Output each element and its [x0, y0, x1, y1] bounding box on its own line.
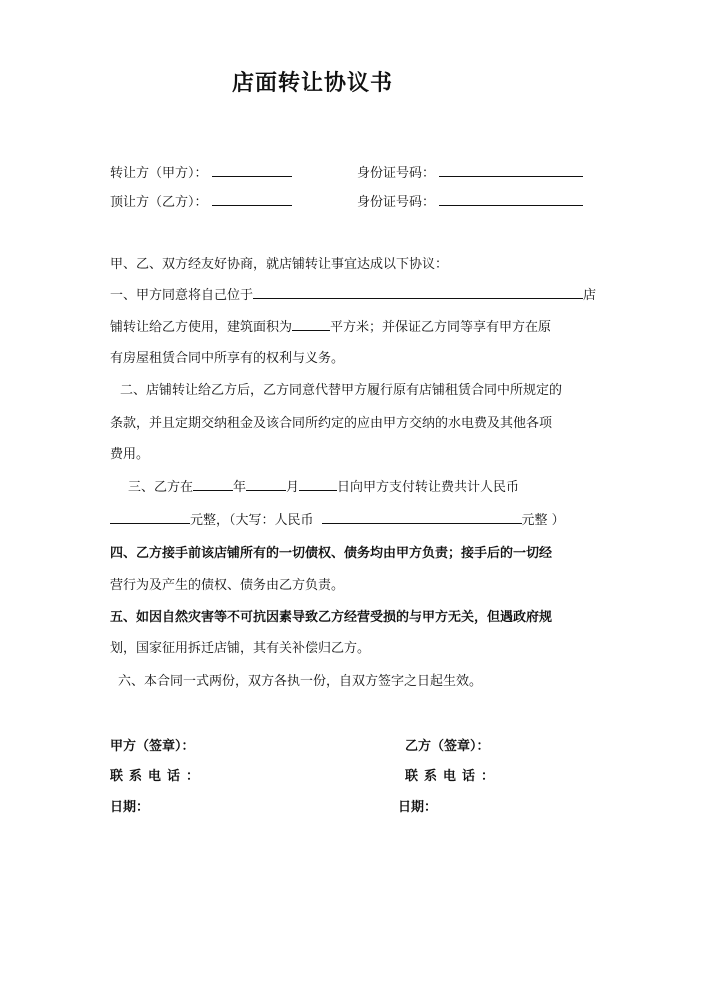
clause-1-text-b: 店 [583, 288, 597, 303]
party-b-signature: 乙方（签章）： [405, 739, 490, 754]
day-blank [299, 476, 337, 491]
party-b-phone: 联系电话： [405, 769, 501, 784]
clause-6: 六、本合同一式两份，双方各执一份，自双方签字之日起生效。 [118, 674, 483, 689]
clause-5-text-a: 五、如因自然灾害等不可抗因素导致乙方经营受损的与甲方无关，但遇政府规 [110, 610, 553, 625]
party-a-signature: 甲方（签章）： [110, 739, 195, 754]
shop-location-blank [253, 284, 583, 299]
page-title: 店面转让协议书 [232, 70, 394, 96]
month-label: 月 [286, 480, 300, 495]
transferee-row [110, 191, 292, 210]
month-blank [246, 476, 286, 491]
clause-1-line-3: 有房屋租赁合同中所享有的权利与义务。 [110, 351, 345, 366]
clause-4-line-2: 营行为及产生的债权、债务由乙方负责。 [110, 578, 345, 593]
clause-1-text-c1: 铺转让给乙方使用，建筑面积为 [110, 320, 293, 335]
clause-3-text-a: 三、乙方在 [128, 480, 194, 495]
clause-2-line-1: 二、店铺转让给乙方后，乙方同意代替甲方履行原有店铺租赁合同中所规定的 [120, 383, 563, 398]
transferor-id-row [357, 162, 583, 181]
amount-blank [110, 509, 190, 524]
transferor-id-label: 身份证号码： [357, 166, 436, 181]
intro-text: 甲、乙、双方经友好协商，就店铺转让事宜达成以下协议： [110, 257, 449, 272]
clause-3-line-1 [128, 476, 519, 495]
clause-3-line-2 [110, 509, 565, 528]
clause-2-line-3: 费用。 [110, 447, 150, 462]
party-a-date: 日期： [110, 800, 150, 815]
clause-1-line-1 [110, 284, 596, 303]
clause-5-line-1 [110, 606, 552, 625]
transferee-id-row [357, 191, 583, 210]
year-label: 年 [233, 480, 247, 495]
amount-words-blank [322, 509, 522, 524]
clause-3-text-b1: 元整，（大写：人民币 [190, 513, 314, 528]
clause-1-text-a: 一、甲方同意将自己位于 [110, 288, 254, 303]
year-blank [193, 476, 233, 491]
clause-2-line-2: 条款，并且定期交纳租金及该合同所约定的应由甲方交纳的水电费及其他各项 [110, 416, 553, 431]
clause-1-text-c2: 平方米；并保证乙方同等享有甲方在原 [330, 320, 552, 335]
transferee-id-blank [439, 191, 583, 206]
clause-1-line-2 [110, 316, 551, 335]
party-a-phone: 联系电话： [110, 769, 206, 784]
transferor-row [110, 162, 292, 181]
clause-4-text-a: 四、乙方接手前该店铺所有的一切债权、债务均由甲方负责；接手后的一切经 [110, 546, 553, 561]
transferee-id-label: 身份证号码： [357, 195, 436, 210]
transferor-label: 转让方（甲方）： [110, 166, 208, 181]
transferor-blank [212, 162, 292, 177]
clause-5-line-2: 划，国家征用拆迁店铺，其有关补偿归乙方。 [110, 641, 371, 656]
clause-4-line-1 [110, 542, 552, 561]
clause-3-text-day: 日向甲方支付转让费共计人民币 [337, 480, 520, 495]
transferee-label: 顶让方（乙方）： [110, 195, 208, 210]
transferee-blank [212, 191, 292, 206]
clause-3-text-b2: 元整 ） [521, 513, 565, 528]
party-b-date: 日期： [398, 800, 438, 815]
transferor-id-blank [439, 162, 583, 177]
area-blank [292, 316, 330, 331]
